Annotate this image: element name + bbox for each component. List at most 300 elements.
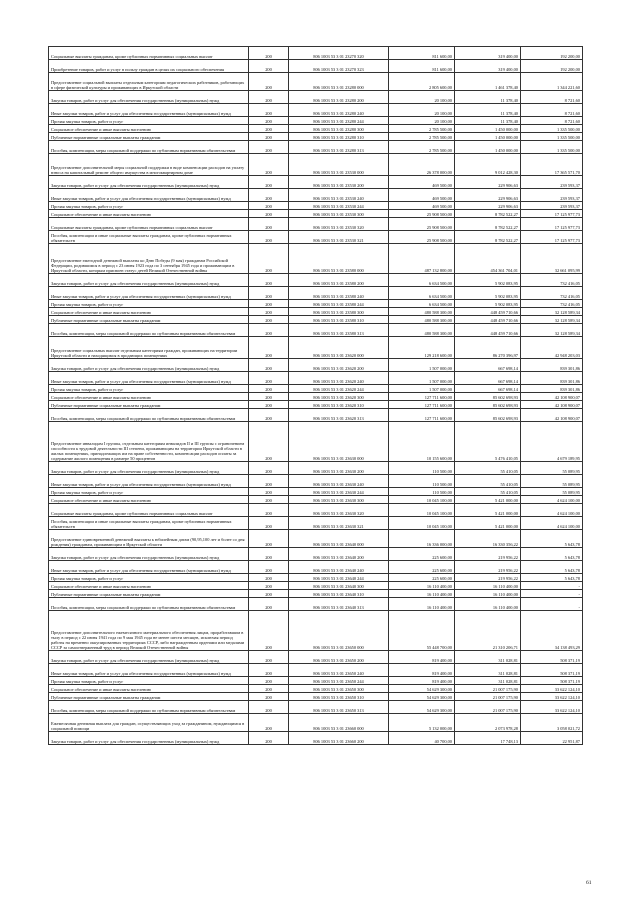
table-row [49,582,583,590]
cell-executed-amount: 448 459 710,66 [455,316,521,324]
cell-line-code: 200 [249,590,289,598]
cell-approved-amount: 20 100,00 [389,117,455,125]
cell-line-code: 200 [249,504,289,517]
cell-budget-code: 806 1003 53 3 01 23640 313 [289,598,389,611]
table-row [49,677,583,685]
cell-remaining-amount: 5 643,78 [521,561,583,574]
cell-remaining-amount: 4 624 100,00 [521,517,583,530]
cell-approved-amount: 487 132 800,00 [389,244,455,274]
cell-approved-amount: 110 500,00 [389,462,455,475]
cell-remaining-amount: 33 622 124,10 [521,701,583,714]
cell-approved-amount: 811 600,00 [389,60,455,73]
cell-line-code: 200 [249,385,289,393]
cell-remaining-amount: 4 624 100,00 [521,504,583,517]
cell-remaining-amount: 42 108 900,07 [521,401,583,409]
table-row [49,218,583,231]
cell-name: Социальное обеспечение и иные выплаты населению [49,308,249,316]
table-row [49,685,583,693]
cell-approved-amount: 54 629 300,00 [389,693,455,701]
cell-remaining-amount: 4 624 100,00 [521,496,583,504]
cell-line-code: 200 [249,496,289,504]
cell-executed-amount: 5 476 410,05 [455,422,521,462]
cell-remaining-amount: 32 661 095,99 [521,244,583,274]
cell-approved-amount: 10 155 600,00 [389,422,455,462]
cell-remaining-amount: - [521,582,583,590]
cell-executed-amount: 311 028,81 [455,664,521,677]
cell-executed-amount: 21 007 175,90 [455,701,521,714]
cell-executed-amount: 229 906,63 [455,176,521,189]
cell-line-code: 200 [249,677,289,685]
cell-budget-code: 806 1003 53 3 01 23580 200 [289,274,389,287]
cell-budget-code: 806 1003 53 3 01 23630 000 [289,422,389,462]
cell-name: Ежемесячная денежная выплата для граждан, осуществляющих уход за гражданином, нуждающимся в социальной помощи [49,714,249,732]
table-row [49,548,583,561]
cell-remaining-amount: 3 058 021,72 [521,714,583,732]
cell-approved-amount: 480 588 300,00 [389,316,455,324]
cell-line-code: 200 [249,316,289,324]
cell-budget-code: 806 1003 53 3 01 23630 240 [289,475,389,488]
cell-remaining-amount: 33 622 124,10 [521,685,583,693]
cell-budget-code: 806 1003 53 3 01 23640 240 [289,561,389,574]
cell-executed-amount: 319 400,00 [455,60,521,73]
cell-approved-amount: 2 785 500,00 [389,133,455,141]
cell-name: Прочая закупка товаров, работ и услуг [49,202,249,210]
cell-line-code: 200 [249,324,289,337]
cell-line-code: 200 [249,548,289,561]
cell-executed-amount: 454 361 704,01 [455,244,521,274]
cell-approved-amount: 2 805 600,00 [389,73,455,91]
table-row [49,324,583,337]
table-row [49,141,583,154]
cell-name: Закупка товаров, работ и услуг для обеспечения государственных (муниципальных) нужд [49,274,249,287]
table-row [49,462,583,475]
cell-name: Иные закупки товаров, работ и услуг для обеспечения государственных (муниципальных) нужд [49,287,249,300]
cell-executed-amount: 16 110 400,00 [455,582,521,590]
cell-budget-code: 806 1003 53 3 01 23530 320 [289,218,389,231]
cell-remaining-amount: 839 301,86 [521,385,583,393]
table-row [49,117,583,125]
cell-remaining-amount: 192 200,00 [521,47,583,60]
cell-approved-amount: 129 218 600,00 [389,337,455,359]
cell-remaining-amount: 32 128 589,34 [521,316,583,324]
cell-line-code: 200 [249,287,289,300]
cell-line-code: 200 [249,651,289,664]
cell-line-code: 200 [249,117,289,125]
cell-name: Закупка товаров, работ и услуг для обеспечения государственных (муниципальных) нужд [49,91,249,104]
cell-name: Прочая закупка товаров, работ и услуг [49,117,249,125]
cell-executed-amount: 448 459 710,66 [455,324,521,337]
cell-executed-amount: 311 028,81 [455,677,521,685]
cell-line-code: 200 [249,218,289,231]
table-row [49,385,583,393]
table-row [49,104,583,117]
cell-budget-code: 806 1003 53 3 01 23640 200 [289,548,389,561]
cell-approved-amount: 6 634 500,00 [389,274,455,287]
cell-line-code: 200 [249,393,289,401]
table-row [49,316,583,324]
cell-approved-amount: 819 400,00 [389,664,455,677]
cell-remaining-amount: 732 416,05 [521,287,583,300]
cell-budget-code: 806 1003 53 3 01 23620 244 [289,385,389,393]
table-row [49,176,583,189]
table-row [49,504,583,517]
cell-remaining-amount: 8 721,60 [521,104,583,117]
cell-executed-amount: 85 602 698,93 [455,401,521,409]
table-row [49,496,583,504]
table-row [49,714,583,732]
cell-remaining-amount: - [521,598,583,611]
cell-name: Пособия, компенсации и иные социальные выплаты гражданам, кроме публичных нормативных обязательств [49,231,249,244]
cell-executed-amount: 11 378,40 [455,117,521,125]
cell-name: Прочая закупка товаров, работ и услуг [49,677,249,685]
cell-budget-code: 806 1003 53 3 01 23640 300 [289,582,389,590]
cell-remaining-amount: 22 951,87 [521,732,583,745]
cell-line-code: 200 [249,189,289,202]
cell-remaining-amount: 17 125 977,73 [521,210,583,218]
cell-executed-amount: 1 450 000,00 [455,141,521,154]
cell-remaining-amount: 839 301,86 [521,372,583,385]
cell-remaining-amount: 8 721,60 [521,117,583,125]
cell-approved-amount: 225 600,00 [389,548,455,561]
cell-remaining-amount: 55 089,95 [521,475,583,488]
cell-executed-amount: 5 421 000,00 [455,517,521,530]
cell-remaining-amount: 239 593,37 [521,202,583,210]
cell-executed-amount: 448 459 710,66 [455,308,521,316]
cell-name: Предоставление инвалидам I группы, отдельным категориям инвалидов II и III группы с ограничением способности к трудовой деятельности III степени, проживающим на территории Иркутской области в жилых помещениях, принадлежащих им на праве собственности, компенсации расходов оплаты за содержание жилого помещения в размере 50 процентов [49,422,249,462]
cell-budget-code: 806 1003 53 3 01 23650 200 [289,651,389,664]
cell-remaining-amount: 8 721,60 [521,91,583,104]
cell-approved-amount: 480 588 300,00 [389,324,455,337]
cell-budget-code: 806 1003 53 3 01 23620 310 [289,401,389,409]
cell-line-code: 200 [249,300,289,308]
cell-approved-amount: 6 634 500,00 [389,300,455,308]
cell-line-code: 200 [249,308,289,316]
cell-budget-code: 806 1003 53 3 01 23280 244 [289,117,389,125]
cell-remaining-amount: 5 643,78 [521,574,583,582]
cell-approved-amount: 225 600,00 [389,574,455,582]
cell-budget-code: 806 1003 53 3 01 23530 000 [289,154,389,176]
cell-budget-code: 806 1003 53 3 01 23580 000 [289,244,389,274]
cell-name: Публичные нормативные социальные выплаты гражданам [49,401,249,409]
cell-budget-code: 806 1003 53 3 01 23280 300 [289,125,389,133]
cell-name: Закупка товаров, работ и услуг для обеспечения государственных (муниципальных) нужд [49,732,249,745]
cell-name: Прочая закупка товаров, работ и услуг [49,300,249,308]
cell-remaining-amount: 5 643,78 [521,530,583,548]
cell-executed-amount: 21 310 206,71 [455,611,521,651]
cell-approved-amount: 225 600,00 [389,561,455,574]
cell-line-code: 200 [249,517,289,530]
cell-remaining-amount: 508 371,19 [521,664,583,677]
cell-line-code: 200 [249,409,289,422]
table-row [49,530,583,548]
cell-line-code: 200 [249,202,289,210]
cell-approved-amount: 26 378 000,00 [389,154,455,176]
cell-executed-amount: 11 378,40 [455,91,521,104]
cell-approved-amount: 127 711 600,00 [389,393,455,401]
cell-approved-amount: 110 500,00 [389,475,455,488]
cell-executed-amount: 5 902 083,95 [455,274,521,287]
cell-approved-amount: 811 600,00 [389,47,455,60]
table-row [49,210,583,218]
cell-executed-amount: 667 698,14 [455,385,521,393]
cell-approved-amount: 1 507 000,00 [389,385,455,393]
cell-budget-code: 806 1003 53 3 01 23530 240 [289,189,389,202]
cell-approved-amount: 2 785 500,00 [389,125,455,133]
cell-line-code: 200 [249,104,289,117]
cell-budget-code: 806 1003 53 3 01 23280 240 [289,104,389,117]
cell-remaining-amount: 1 335 500,00 [521,125,583,133]
cell-executed-amount: 9 012 428,30 [455,154,521,176]
cell-approved-amount: 25 908 500,00 [389,231,455,244]
table-row [49,393,583,401]
cell-name: Предоставление ежегодной денежной выплаты ко Дню Победы (9 мая) гражданам Российской Федерации, родившимся в период с 23 июня 1923 года по 3 сентября 1945 года и проживающим в Иркутской области, которым присвоен статус детей Великой Отечественной войны [49,244,249,274]
table-row [49,91,583,104]
cell-line-code: 200 [249,359,289,372]
cell-approved-amount: 16 110 400,00 [389,598,455,611]
cell-remaining-amount: 732 416,05 [521,274,583,287]
cell-executed-amount: 55 410,05 [455,462,521,475]
cell-line-code: 200 [249,561,289,574]
cell-line-code: 200 [249,732,289,745]
cell-executed-amount: 1 450 000,00 [455,133,521,141]
cell-remaining-amount: 4 679 189,95 [521,422,583,462]
cell-name: Пособия, компенсации, меры социальной поддержки по публичным нормативным обязательствам [49,701,249,714]
cell-name: Публичные нормативные социальные выплаты гражданам [49,590,249,598]
cell-budget-code: 806 1003 53 3 01 23640 310 [289,590,389,598]
cell-executed-amount: 21 007 175,90 [455,685,521,693]
cell-budget-code: 806 1003 53 3 01 23620 200 [289,359,389,372]
table-row [49,574,583,582]
cell-line-code: 200 [249,176,289,189]
cell-budget-code: 806 1003 53 3 01 23530 321 [289,231,389,244]
cell-name: Закупка товаров, работ и услуг для обеспечения государственных (муниципальных) нужд [49,176,249,189]
cell-approved-amount: 10 045 100,00 [389,517,455,530]
table-row [49,287,583,300]
cell-name: Публичные нормативные социальные выплаты гражданам [49,133,249,141]
cell-remaining-amount: 1 335 500,00 [521,133,583,141]
cell-name: Иные закупки товаров, работ и услуг для обеспечения государственных (муниципальных) нужд [49,664,249,677]
cell-executed-amount: 86 270 396,97 [455,337,521,359]
table-row [49,274,583,287]
cell-executed-amount: 8 782 522,27 [455,218,521,231]
cell-executed-amount: 17 748,13 [455,732,521,745]
cell-name: Закупка товаров, работ и услуг для обеспечения государственных (муниципальных) нужд [49,462,249,475]
cell-approved-amount: 1 507 000,00 [389,372,455,385]
table-row [49,372,583,385]
cell-line-code: 200 [249,210,289,218]
cell-executed-amount: 55 410,05 [455,475,521,488]
cell-name: Предоставление дополнительной меры социальной поддержки в виде компенсации расходов на уплату взноса на капитальный ремонт общего имущества в многоквартирном доме [49,154,249,176]
cell-budget-code: 806 1003 53 3 01 23650 000 [289,611,389,651]
cell-name: Социальное обеспечение и иные выплаты населению [49,496,249,504]
cell-name: Иные закупки товаров, работ и услуг для обеспечения государственных (муниципальных) нужд [49,372,249,385]
cell-remaining-amount: 32 128 589,34 [521,324,583,337]
cell-budget-code: 806 1003 53 3 01 23630 244 [289,488,389,496]
table-row [49,359,583,372]
cell-remaining-amount: 17 125 977,73 [521,218,583,231]
cell-budget-code: 806 1003 53 3 01 23280 000 [289,73,389,91]
cell-approved-amount: 16 336 000,00 [389,530,455,548]
cell-line-code: 200 [249,574,289,582]
cell-line-code: 200 [249,73,289,91]
cell-remaining-amount: 33 622 124,10 [521,693,583,701]
cell-executed-amount: 85 602 698,93 [455,409,521,422]
cell-name: Социальные выплаты гражданам, кроме публичных нормативных социальных выплат [49,47,249,60]
table-row [49,133,583,141]
cell-line-code: 200 [249,611,289,651]
cell-name: Пособия, компенсации и иные социальные выплаты гражданам, кроме публичных нормативных обязательств [49,517,249,530]
cell-name: Прочая закупка товаров, работ и услуг [49,385,249,393]
cell-approved-amount: 819 400,00 [389,651,455,664]
cell-line-code: 200 [249,231,289,244]
cell-remaining-amount: 508 371,19 [521,651,583,664]
table-row [49,598,583,611]
table-row [49,337,583,359]
cell-budget-code: 806 1003 53 3 01 23660 200 [289,732,389,745]
cell-remaining-amount: 239 593,37 [521,189,583,202]
cell-line-code: 200 [249,372,289,385]
cell-approved-amount: 127 711 600,00 [389,401,455,409]
cell-approved-amount: 480 588 300,00 [389,308,455,316]
cell-approved-amount: 16 110 400,00 [389,590,455,598]
cell-remaining-amount: 839 301,86 [521,359,583,372]
cell-budget-code: 806 1003 53 3 01 23270 320 [289,47,389,60]
cell-name: Закупка товаров, работ и услуг для обеспечения государственных (муниципальных) нужд [49,548,249,561]
table-row [49,590,583,598]
cell-remaining-amount: 42 108 900,07 [521,393,583,401]
cell-line-code: 200 [249,598,289,611]
cell-approved-amount: 25 908 500,00 [389,210,455,218]
cell-executed-amount: 16 330 356,22 [455,530,521,548]
cell-name: Приобретение товаров, работ и услуг в пользу граждан в целях их социального обеспечения [49,60,249,73]
cell-executed-amount: 229 906,63 [455,189,521,202]
cell-name: Социальные выплаты гражданам, кроме публичных нормативных социальных выплат [49,504,249,517]
cell-budget-code: 806 1003 53 3 01 23280 313 [289,141,389,154]
cell-approved-amount: 40 700,00 [389,732,455,745]
cell-budget-code: 806 1003 53 3 01 23530 244 [289,202,389,210]
cell-name: Публичные нормативные социальные выплаты гражданам [49,693,249,701]
cell-approved-amount: 469 500,00 [389,202,455,210]
cell-executed-amount: 5 902 083,95 [455,287,521,300]
cell-remaining-amount: 55 089,95 [521,462,583,475]
cell-line-code: 200 [249,337,289,359]
cell-line-code: 200 [249,582,289,590]
cell-executed-amount: 219 956,22 [455,561,521,574]
cell-budget-code: 806 1003 53 3 01 23580 300 [289,308,389,316]
cell-line-code: 200 [249,125,289,133]
cell-approved-amount: 2 785 500,00 [389,141,455,154]
cell-budget-code: 806 1003 53 3 01 23280 310 [289,133,389,141]
cell-remaining-amount: 42 108 900,07 [521,409,583,422]
cell-approved-amount: 55 448 700,00 [389,611,455,651]
cell-approved-amount: 54 629 300,00 [389,701,455,714]
cell-remaining-amount: - [521,590,583,598]
cell-name: Социальное обеспечение и иные выплаты населению [49,685,249,693]
cell-approved-amount: 5 132 000,00 [389,714,455,732]
cell-approved-amount: 20 100,00 [389,104,455,117]
cell-budget-code: 806 1003 53 3 01 23650 300 [289,685,389,693]
cell-name: Социальные выплаты гражданам, кроме публичных нормативных социальных выплат [49,218,249,231]
cell-budget-code: 806 1003 53 3 01 23630 321 [289,517,389,530]
cell-budget-code: 806 1003 53 3 01 23530 300 [289,210,389,218]
cell-line-code: 200 [249,714,289,732]
cell-name: Прочая закупка товаров, работ и услуг [49,574,249,582]
table-row [49,300,583,308]
cell-approved-amount: 20 100,00 [389,91,455,104]
cell-remaining-amount: 42 948 203,03 [521,337,583,359]
cell-name: Пособия, компенсации, меры социальной поддержки по публичным нормативным обязательствам [49,141,249,154]
cell-executed-amount: 1 450 000,00 [455,125,521,133]
cell-executed-amount: 219 956,22 [455,574,521,582]
table-row [49,47,583,60]
cell-executed-amount: 11 378,40 [455,104,521,117]
table-row [49,651,583,664]
cell-budget-code: 806 1003 53 3 01 23630 200 [289,462,389,475]
cell-line-code: 200 [249,462,289,475]
table-row [49,308,583,316]
cell-executed-amount: 2 073 978,28 [455,714,521,732]
cell-approved-amount: 127 711 600,00 [389,409,455,422]
cell-name: Закупка товаров, работ и услуг для обеспечения государственных (муниципальных) нужд [49,651,249,664]
cell-approved-amount: 6 634 500,00 [389,287,455,300]
cell-name: Предоставление социальной выплаты отдельным категориям педагогических работников, работающих в сфере физической культуры и проживающих в Иркутской области [49,73,249,91]
cell-name: Пособия, компенсации, меры социальной поддержки по публичным нормативным обязательствам [49,598,249,611]
table-row [49,401,583,409]
cell-name: Иные закупки товаров, работ и услуг для обеспечения государственных (муниципальных) нужд [49,189,249,202]
cell-budget-code: 806 1003 53 3 01 23650 244 [289,677,389,685]
cell-remaining-amount: 1 335 500,00 [521,141,583,154]
cell-executed-amount: 667 698,14 [455,372,521,385]
cell-line-code: 200 [249,685,289,693]
cell-budget-code: 806 1003 53 3 01 23530 200 [289,176,389,189]
cell-name: Предоставление дополнительного ежемесячного материального обеспечения лицам, проработавшим в тылу в период с 22 июня 1941 года по 9 мая 1945 года не менее шести месяцев, исключая период работы на временно оккупированных территориях СССР, либо награжденным орденами или медалями СССР за самоотверженный труд в период Великой Отечественной войны [49,611,249,651]
table-row [49,611,583,651]
cell-line-code: 200 [249,141,289,154]
table-row [49,409,583,422]
cell-executed-amount: 311 028,81 [455,651,521,664]
cell-line-code: 200 [249,530,289,548]
table-row [49,422,583,462]
cell-line-code: 200 [249,401,289,409]
cell-name: Прочая закупка товаров, работ и услуг [49,488,249,496]
cell-name: Социальное обеспечение и иные выплаты населению [49,393,249,401]
cell-name: Иные закупки товаров, работ и услуг для обеспечения государственных (муниципальных) нужд [49,561,249,574]
cell-line-code: 200 [249,701,289,714]
cell-approved-amount: 25 908 500,00 [389,218,455,231]
table-row [49,125,583,133]
table-row [49,73,583,91]
cell-budget-code: 806 1003 53 3 01 23620 000 [289,337,389,359]
table-row [49,202,583,210]
table-body [49,47,583,745]
cell-executed-amount: 229 906,63 [455,202,521,210]
cell-budget-code: 806 1003 53 3 01 23620 240 [289,372,389,385]
cell-budget-code: 806 1003 53 3 01 23640 244 [289,574,389,582]
cell-executed-amount: 55 410,05 [455,488,521,496]
cell-budget-code: 806 1003 53 3 01 23580 310 [289,316,389,324]
cell-approved-amount: 469 500,00 [389,176,455,189]
table-row [49,732,583,745]
cell-approved-amount: 54 629 300,00 [389,685,455,693]
table-row [49,561,583,574]
table-row [49,693,583,701]
cell-executed-amount: 1 461 378,40 [455,73,521,91]
cell-line-code: 200 [249,60,289,73]
cell-name: Социальное обеспечение и иные выплаты населению [49,582,249,590]
cell-executed-amount: 8 782 522,27 [455,231,521,244]
cell-executed-amount: 219 956,22 [455,548,521,561]
cell-budget-code: 806 1003 53 3 01 23620 300 [289,393,389,401]
